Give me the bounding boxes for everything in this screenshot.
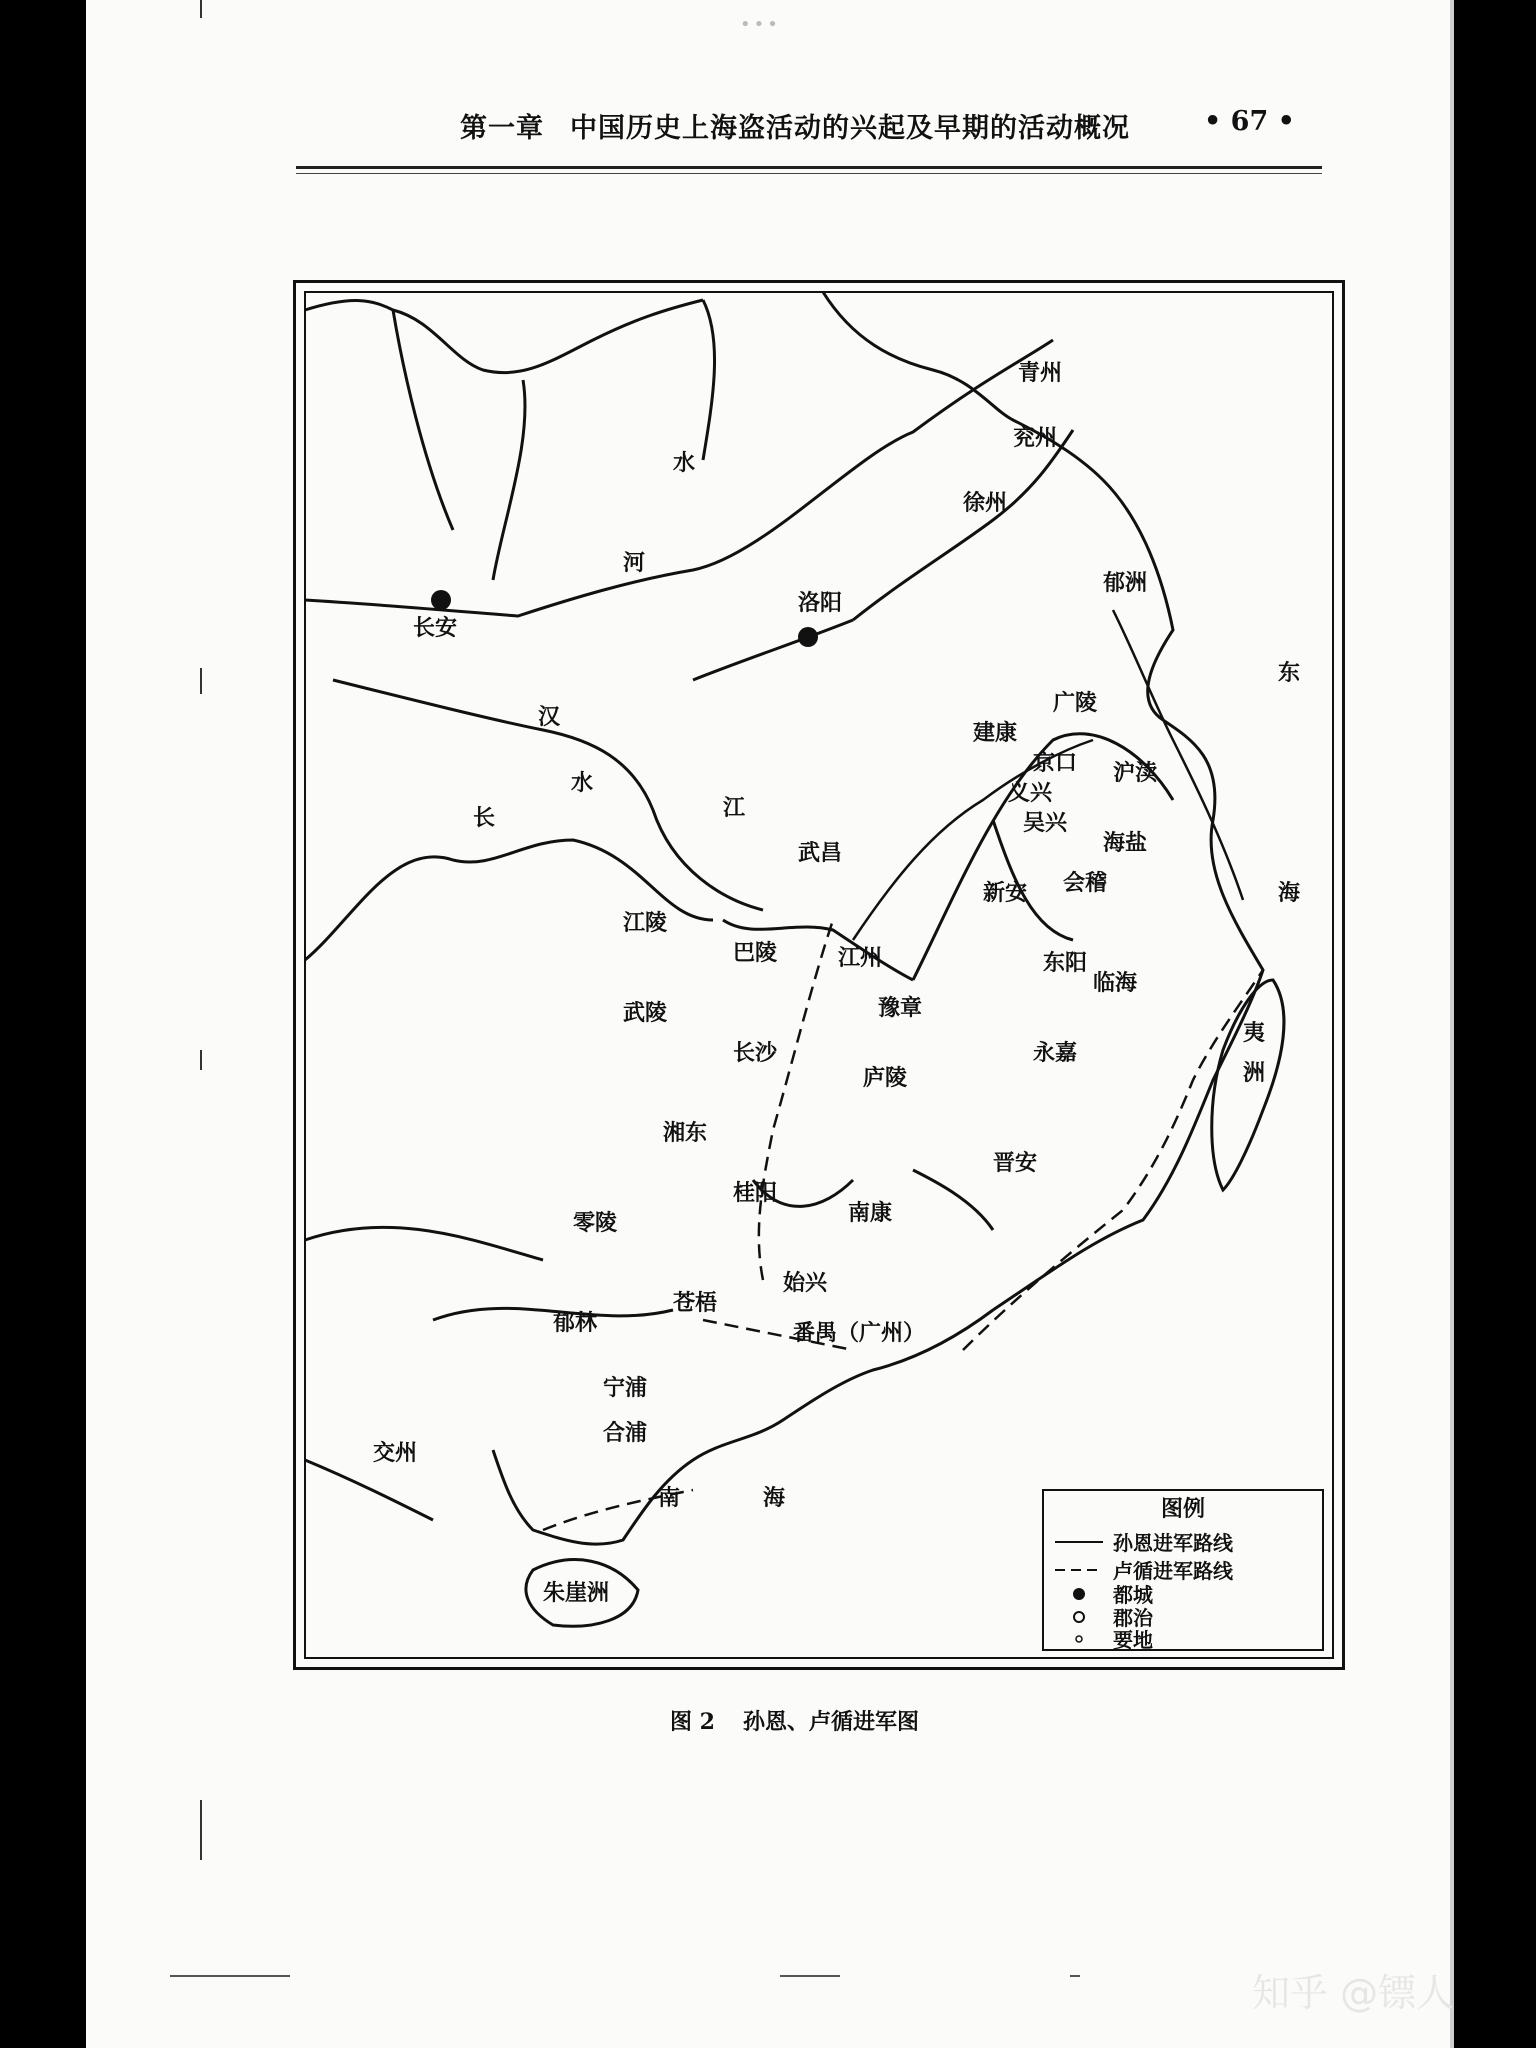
place-jingkou: 京口 — [1033, 750, 1078, 776]
gan-river-south — [913, 1170, 993, 1230]
footer-mark — [1070, 1975, 1080, 1977]
legend-item: 孙恩进军路线 — [1113, 1531, 1233, 1555]
margin-mark — [200, 1050, 202, 1070]
place-jiaozhou: 交州 — [373, 1440, 418, 1466]
sea-label: 海 — [1278, 880, 1301, 906]
place-wuxing: 吴兴 — [1023, 810, 1068, 836]
place-changan: 长安 — [413, 615, 458, 641]
page-edge — [1450, 0, 1454, 2048]
huai-river — [853, 430, 1073, 620]
yellow-river — [305, 340, 1053, 616]
yellow-river-north-loop — [305, 300, 703, 373]
legend-item: 要地 — [1113, 1628, 1153, 1652]
lu-xun-route-inland — [759, 920, 833, 1280]
place-jiangling: 江陵 — [623, 910, 668, 936]
place-luoyang: 洛阳 — [798, 590, 843, 616]
legend-capital-symbol — [1073, 1588, 1085, 1600]
place-haiyan: 海盐 — [1103, 830, 1148, 856]
place-yuzhang: 豫章 — [878, 995, 923, 1021]
place-jiankang: 建康 — [973, 720, 1018, 746]
top-handle: ••• — [740, 14, 781, 35]
river-label: 汉 — [538, 704, 561, 730]
capital-marker — [798, 627, 818, 647]
place-yuzhou: 郁洲 — [1103, 570, 1148, 596]
place-panyu: 番禺（广州） — [793, 1320, 926, 1346]
sea-labels — [543, 660, 1301, 1606]
place-xiangdong: 湘东 — [663, 1120, 708, 1146]
map-outer-border — [294, 281, 1344, 1669]
sea-label: 海 — [763, 1485, 786, 1511]
southwest-coast — [305, 1460, 433, 1520]
symbols — [431, 590, 818, 647]
map-figure — [293, 280, 1345, 1670]
west-river — [305, 1227, 543, 1260]
figure-title: 孙恩、卢循进军图 — [742, 1709, 919, 1735]
island-label: 朱崖洲 — [543, 1580, 610, 1606]
place-kuaiji: 会稽 — [1063, 870, 1108, 896]
island-label: 洲 — [1243, 1060, 1266, 1086]
place-yanzhou: 兖州 — [1013, 425, 1058, 451]
yangtze-west — [305, 840, 713, 960]
place-linhai: 临海 — [1093, 970, 1138, 996]
place-wuchang: 武昌 — [798, 840, 843, 866]
place-hepu: 合浦 — [603, 1420, 648, 1446]
running-header — [460, 106, 1130, 145]
sea-label: 东 — [1278, 660, 1301, 686]
place-shixing: 始兴 — [783, 1270, 828, 1296]
river-label: 水 — [571, 770, 594, 796]
place-jinan: 晋安 — [993, 1150, 1038, 1176]
north-tributary-3 — [703, 300, 715, 460]
figure-caption — [670, 1705, 919, 1736]
map-svg — [293, 280, 1345, 1670]
place-yulin: 郁林 — [553, 1310, 598, 1336]
figure-number: 图 2 — [670, 1709, 715, 1735]
header-rule — [296, 166, 1322, 169]
place-cangwu: 苍梧 — [673, 1290, 718, 1316]
place-wuling: 武陵 — [623, 1000, 668, 1026]
place-dongyang: 东阳 — [1043, 950, 1088, 976]
legend-item: 郡治 — [1113, 1606, 1153, 1630]
margin-mark — [200, 0, 202, 18]
place-jiangzhou: 江州 — [838, 945, 883, 971]
place-yongjia: 永嘉 — [1033, 1040, 1078, 1066]
place-yixing: 义兴 — [1008, 780, 1053, 806]
sea-label: 南 — [658, 1485, 681, 1511]
place-nankang: 南康 — [848, 1200, 893, 1226]
legend-item: 卢循进军路线 — [1113, 1559, 1233, 1583]
capital-marker — [431, 590, 451, 610]
legend — [1043, 1490, 1323, 1652]
place-lingling: 零陵 — [573, 1210, 618, 1236]
legend-item: 都城 — [1113, 1583, 1153, 1607]
island-label: 夷 — [1243, 1020, 1266, 1046]
north-tributary-2 — [493, 380, 525, 580]
river-label: 江 — [723, 795, 746, 821]
place-baling: 巴陵 — [733, 940, 778, 966]
footer-mark — [780, 1975, 840, 1977]
watermark: 知乎 @镖人 — [1252, 1971, 1455, 2015]
legend-title: 图例 — [1160, 1496, 1206, 1522]
place-ningpu: 宁浦 — [603, 1375, 648, 1401]
place-changsha: 长沙 — [733, 1040, 778, 1066]
river-label: 河 — [623, 550, 646, 576]
place-luling: 庐陵 — [863, 1065, 908, 1091]
place-xinan: 新安 — [983, 880, 1028, 906]
chapter-number: 第一章 — [460, 113, 544, 144]
place-guangling: 广陵 — [1053, 690, 1098, 716]
place-xuzhou: 徐州 — [963, 490, 1008, 516]
chapter-title: 中国历史上海盗活动的兴起及早期的活动概况 — [570, 113, 1130, 144]
huai-river-west — [693, 620, 853, 680]
place-labels — [373, 360, 1157, 1466]
place-qingzhou: 青州 — [1018, 360, 1063, 386]
header-rule-thin — [296, 173, 1322, 174]
coastline — [305, 292, 1284, 1626]
margin-mark — [200, 668, 202, 694]
page-number: • 67 • — [1204, 106, 1295, 137]
place-huxu: 沪渎 — [1113, 760, 1158, 786]
place-guiyang: 桂阳 — [733, 1180, 778, 1206]
coast-main — [493, 292, 1266, 1544]
margin-mark — [200, 1800, 202, 1860]
river-labels — [473, 450, 746, 831]
river-label: 水 — [673, 450, 696, 476]
footer-mark — [170, 1975, 290, 1977]
river-label: 长 — [473, 805, 496, 831]
